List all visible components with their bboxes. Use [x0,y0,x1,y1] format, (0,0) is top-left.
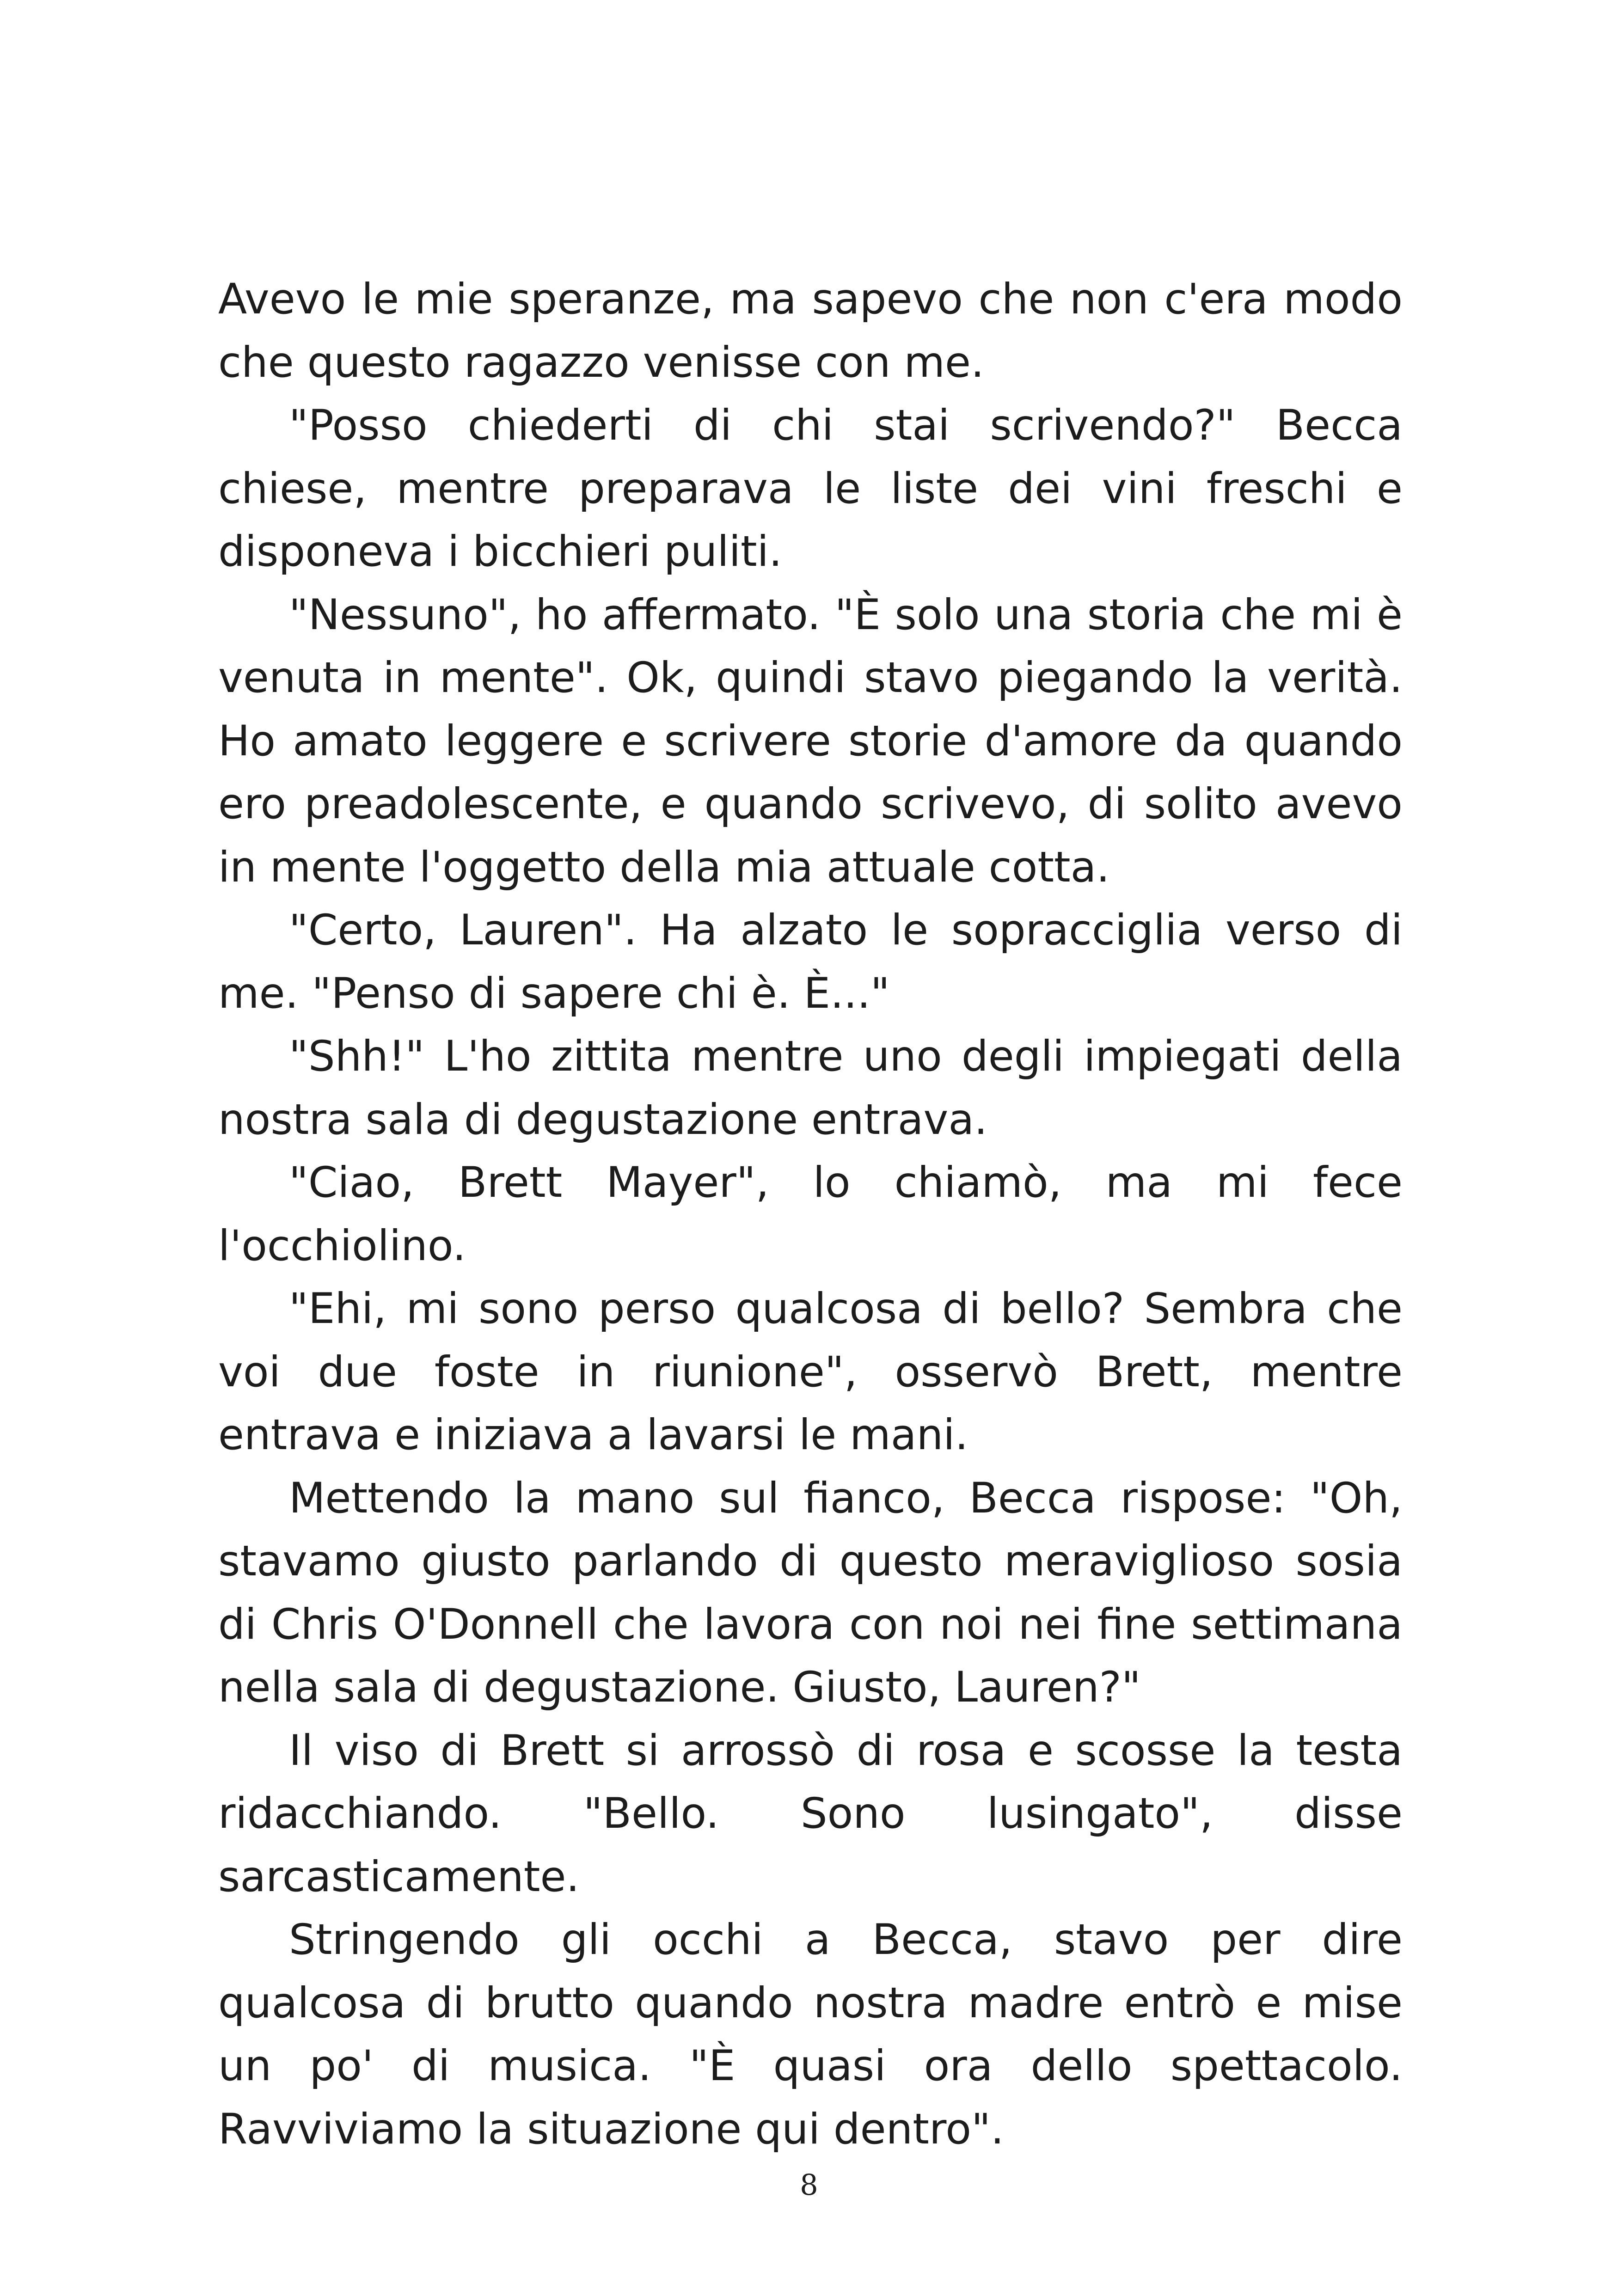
paragraph-5: "Shh!" L'ho zittita mentre uno degli impiegati della nostra sala di degustazione entrava. [218,1032,1403,1144]
paragraph-9: Il viso di Brett si arrossò di rosa e scosse la testa ridacchiando. "Bello. Sono lusingato", disse sarcasticamente. [218,1726,1403,1901]
body-text [218,268,1403,2161]
paragraph-10: Stringendo gli occhi a Becca, stavo per dire qualcosa di brutto quando nostra madre entrò e mise un po' di musica. "È quasi ora dello spettacolo. Ravviviamo la situazione qui dentro". [218,1916,1403,2154]
paragraph-4: "Certo, Lauren". Ha alzato le sopracciglia verso di me. "Penso di sapere chi è. È..." [218,906,1403,1018]
paragraph-7: "Ehi, mi sono perso qualcosa di bello? Sembra che voi due foste in riunione", osservò Brett, mentre entrava e iniziava a lavarsi le mani. [218,1285,1403,1459]
paragraph-8: Mettendo la mano sul fianco, Becca rispose: "Oh, stavamo giusto parlando di questo meraviglioso sosia di Chris O'Donnell che lavora con noi nei fine settimana nella sala di degustazione. Giusto, Lauren?" [218,1474,1403,1712]
paragraph-3: "Nessuno", ho affermato. "È solo una storia che mi è venuta in mente". Ok, quindi stavo piegando la verità. Ho amato leggere e scrivere storie d'amore da quando ero preadolescente, e quando scrivevo, di solito avevo in mente l'oggetto della mia attuale cotta. [218,590,1403,892]
page-number: 8 [800,2168,818,2202]
paragraph-2: "Posso chiederti di chi stai scrivendo?" Becca chiese, mentre preparava le liste dei vini freschi e disponeva i bicchieri puliti. [218,401,1403,576]
paragraph-6: "Ciao, Brett Mayer", lo chiamò, ma mi fece l'occhiolino. [218,1158,1403,1270]
paragraph-1: Avevo le mie speranze, ma sapevo che non c'era modo che questo ragazzo venisse con me. [218,275,1403,387]
